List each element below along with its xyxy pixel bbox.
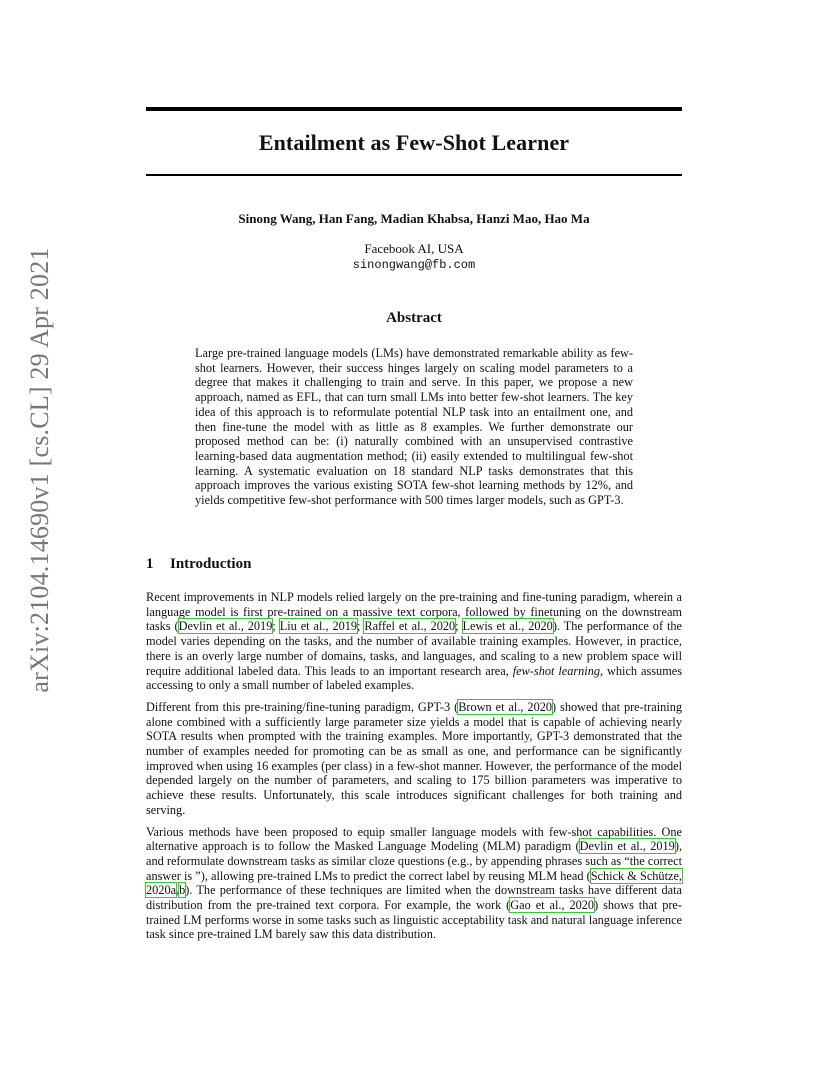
- text-span: ) shows that pre-trained LM performs worse in some tasks such as linguistic acceptability task and natural language inference task since pre-trained LM barely saw this data distribution.: [146, 898, 682, 942]
- text-span: ;: [357, 619, 365, 634]
- abstract-heading: Abstract: [386, 310, 442, 326]
- text-span: , which assumes accessing to only a small number of labeled examples.: [146, 663, 682, 693]
- paragraph-3: [146, 825, 682, 943]
- author-list: Sinong Wang, Han Fang, Madian Khabsa, Hanzi Mao, Hao Ma: [238, 211, 590, 226]
- arxiv-sidebar-stamp: [25, 247, 55, 693]
- citation-link[interactable]: Brown et al., 2020: [458, 699, 553, 714]
- section-title: Introduction: [170, 556, 252, 572]
- title-top-rule: [146, 107, 682, 111]
- text-span: ) showed that pre-training alone combined with a sufficiently large parameter size yields a model that is capable of achieving nearly SOTA results when prompted with the training examples. More importantly, GPT-3 demonstrated that the number of examples needed for promoting can be as small as one, and performance can be significantly improved when using 16 examples (per class) in a few-shot manner. However, the performance of the model depended largely on the number of parameters, and scaling to 175 billion parameters was imperative to achieve these results. Unfortunately, this scale introduces significant challenges for both training and serving.: [146, 699, 682, 817]
- text-span: Recent improvements in NLP models relied largely on the pre-training and fine-tuning paradigm, wherein a language model is first pre-trained on a massive text corpora, followed by finetuning on the downstream tasks (: [146, 590, 682, 634]
- text-span: Different from this pre-training/fine-tuning paradigm, GPT-3 (: [146, 699, 459, 714]
- title-bottom-rule: [146, 174, 682, 176]
- abstract-text: Large pre-trained language models (LMs) have demonstrated remarkable ability as few-shot learners. However, their success hinges largely on scaling model parameters to a degree that makes it challenging to train and serve. In this paper, we propose a new approach, named as EFL, that can turn small LMs into better few-shot learners. The key idea of this approach is to reformulate potential NLP task into an entailment one, and then fine-tune the model with as little as 8 examples. We further demonstrate our proposed method can be: (i) naturally combined with an unsupervised contrastive learning-based data augmentation method; (ii) easily extended to multilingual few-shot learning. A systematic evaluation on 18 standard NLP tasks demonstrates that this approach improves the various existing SOTA few-shot learning methods by 12%, and yields competitive few-shot performance with 500 times larger models, such as GPT-3.: [195, 346, 633, 508]
- arxiv-id-text: arXiv:2104.14690v1 [cs.CL] 29 Apr 2021: [25, 247, 54, 693]
- citation-link[interactable]: Schick & Schütze, 2020a: [146, 868, 682, 898]
- citation-link[interactable]: Gao et al., 2020: [510, 898, 595, 913]
- citation-link[interactable]: Devlin et al., 2019: [579, 839, 675, 854]
- text-span: ), and reformulate downstream tasks as similar cloze questions (e.g., by appending phrases such as “the correct answer is ”), allowing pre-trained LMs to predict the correct label by reusing MLM head (: [146, 839, 683, 883]
- citation-link[interactable]: Devlin et al., 2019: [178, 619, 273, 634]
- text-span: ). The performance of the model varies depending on the tasks, and the number of available training examples. However, in practice, there is an overly large number of domains, tasks, and languages, and scaling to a new problem space will require additional labeled data. This leads to an important research area,: [146, 619, 682, 678]
- citation-link[interactable]: Lewis et al., 2020: [462, 619, 553, 634]
- introduction-body: [146, 590, 682, 949]
- section-heading-introduction: [146, 556, 251, 573]
- citation-link[interactable]: b: [179, 883, 186, 898]
- author-email: sinongwang@fb.com: [352, 258, 476, 272]
- text-span: ). The performance of these techniques are limited when the downstream tasks have different data distribution from the pre-trained text corpora. For example, the work (: [146, 883, 682, 913]
- text-span: Various methods have been proposed to equip smaller language models with few-shot capabilities. One alternative approach is to follow the Masked Language Modeling (MLM) paradigm (: [146, 824, 682, 854]
- citation-link[interactable]: Liu et al., 2019: [279, 619, 358, 634]
- paper-title: Entailment as Few-Shot Learner: [258, 130, 570, 155]
- paragraph-2: [146, 700, 682, 818]
- emphasis-text: few-shot learning: [512, 663, 601, 678]
- citation-link[interactable]: Raffel et al., 2020: [364, 619, 456, 634]
- text-span: ;: [455, 619, 463, 634]
- text-span: ;: [272, 619, 280, 634]
- paragraph-1: [146, 590, 682, 693]
- affiliation: Facebook AI, USA: [364, 241, 464, 256]
- section-number: 1: [146, 556, 154, 572]
- text-span: ,: [176, 883, 180, 898]
